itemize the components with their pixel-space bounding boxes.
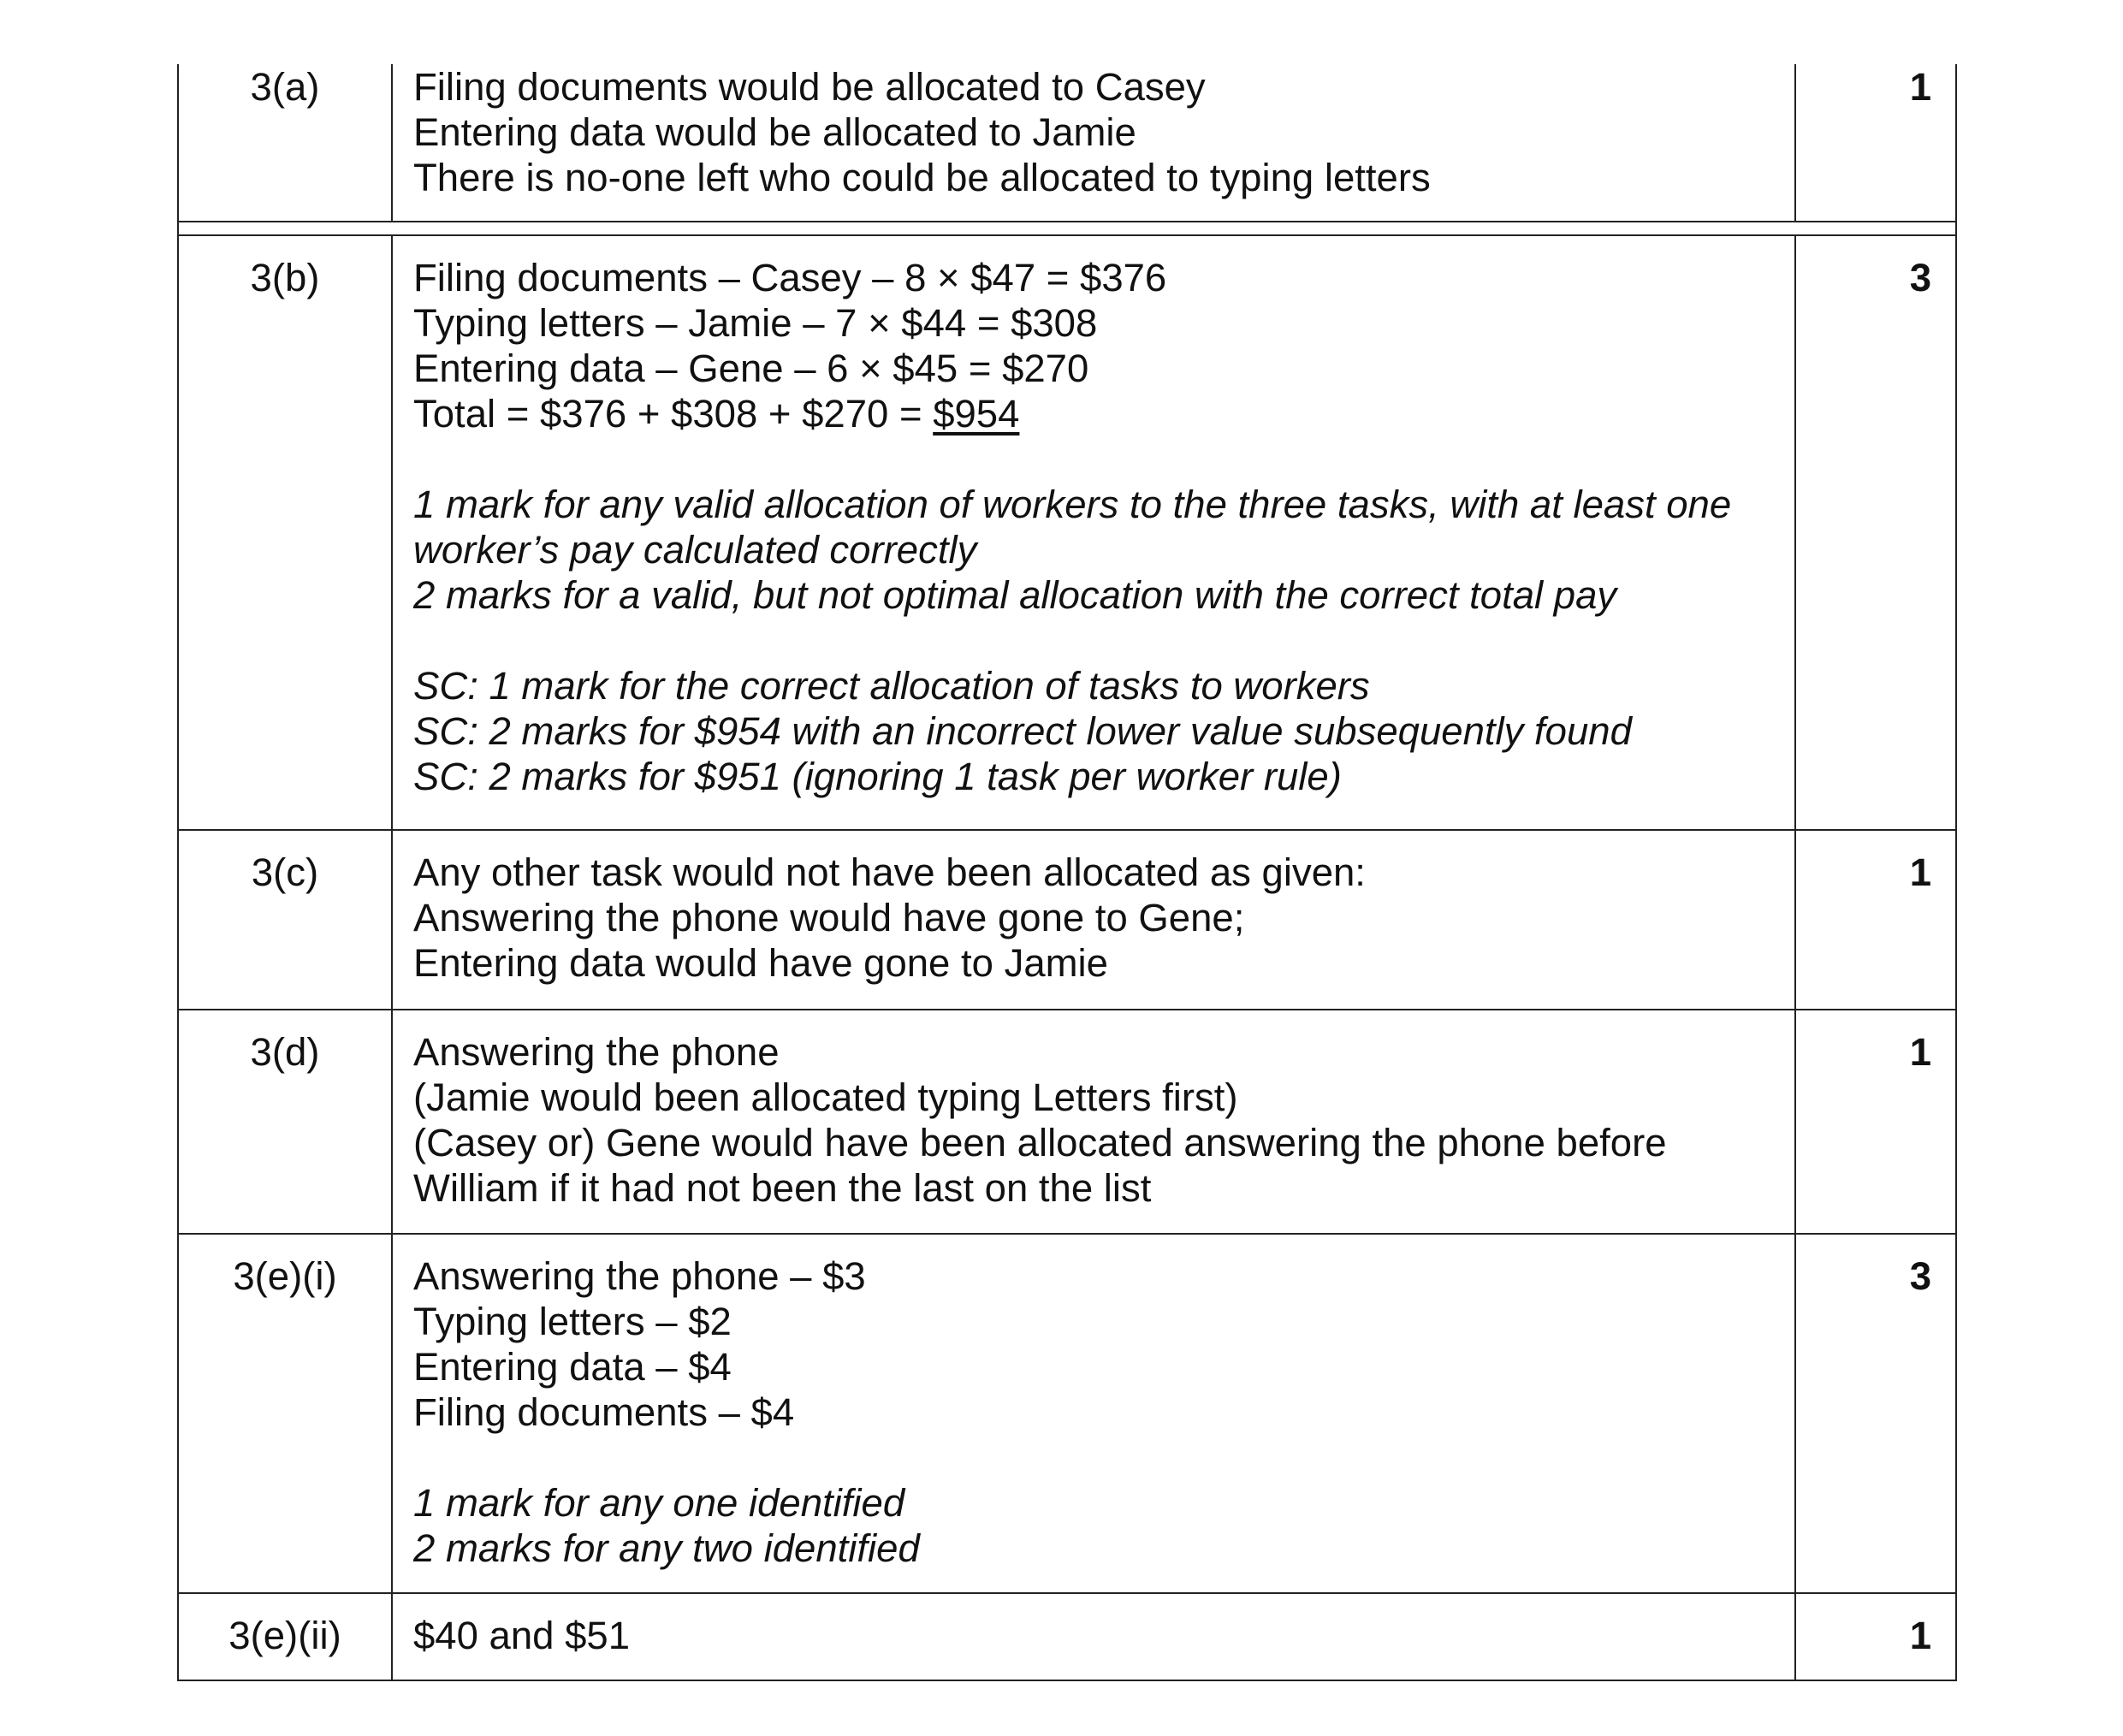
question-number: 3(d): [179, 1010, 393, 1233]
total-value: $954: [933, 392, 1020, 435]
answer-cell: [393, 236, 1796, 829]
marks-value: 3: [1909, 1254, 1931, 1298]
answer-line: Filing documents would be allocated to Casey: [413, 65, 1206, 109]
answer-cell: [393, 1010, 1796, 1233]
answer-cell: [393, 1235, 1796, 1592]
question-number: 3(e)(ii): [179, 1594, 393, 1680]
answer-cell: [393, 64, 1796, 221]
question-number: 3(a): [179, 64, 393, 221]
table-row: [179, 64, 1955, 222]
spacer: [413, 1435, 1777, 1480]
special-case-line: SC: 2 marks for $951 (ignoring 1 task per worker rule): [413, 755, 1342, 798]
answer-line: Answering the phone: [413, 1030, 780, 1074]
marks-value: 1: [1909, 65, 1931, 109]
answer-line: Any other task would not have been allocated as given:: [413, 850, 1366, 894]
special-case-line: SC: 1 mark for the correct allocation of tasks to workers: [413, 664, 1370, 708]
guidance-line: 1 mark for any one identified: [413, 1481, 905, 1525]
answer-line: Answering the phone – $3: [413, 1254, 866, 1298]
calculation-line: Typing letters – Jamie – 7 × $44 = $308: [413, 301, 1098, 345]
marks-value: 1: [1909, 1614, 1931, 1657]
calculation-line: Filing documents – Casey – 8 × $47 = $376: [413, 256, 1167, 299]
question-number: 3(c): [179, 831, 393, 1009]
answer-line: Entering data would have gone to Jamie: [413, 941, 1108, 985]
table-row: [179, 829, 1955, 1009]
guidance-line: 1 mark for any valid allocation of workers to the three tasks, with at least one worker’s pay calculated correctly: [413, 483, 1732, 572]
spacer: [413, 618, 1777, 663]
calculation-line: Entering data – Gene – 6 × $45 = $270: [413, 347, 1089, 390]
special-case-line: SC: 2 marks for $954 with an incorrect lower value subsequently found: [413, 709, 1632, 753]
mark-scheme-table: [177, 64, 1957, 1681]
marks-value: 1: [1909, 850, 1931, 894]
answer-line: Typing letters – $2: [413, 1300, 732, 1343]
answer-line: $40 and $51: [413, 1614, 631, 1657]
answer-line: Filing documents – $4: [413, 1390, 795, 1434]
table-row: [179, 1009, 1955, 1233]
answer-line: There is no-one left who could be allocated to typing letters: [413, 156, 1431, 199]
answer-line: (Casey or) Gene would have been allocated answering the phone before: [413, 1121, 1667, 1164]
question-number: 3(b): [179, 236, 393, 829]
total-prefix: Total = $376 + $308 + $270 =: [413, 392, 934, 435]
table-row: [179, 1592, 1955, 1680]
guidance-line: 2 marks for any two identified: [413, 1526, 920, 1570]
answer-line: (Jamie would been allocated typing Letters first): [413, 1075, 1238, 1119]
total-line: [413, 391, 1777, 436]
answer-cell: [393, 1594, 1796, 1680]
marks-value: 1: [1909, 1030, 1931, 1074]
answer-line: William if it had not been the last on the list: [413, 1166, 1152, 1210]
table-row: [179, 1233, 1955, 1592]
answer-line: Answering the phone would have gone to Gene;: [413, 896, 1245, 939]
marks-value: 3: [1909, 256, 1931, 299]
table-row: [179, 234, 1955, 829]
answer-line: Entering data – $4: [413, 1345, 732, 1389]
guidance-line: 2 marks for a valid, but not optimal allocation with the correct total pay: [413, 573, 1617, 617]
question-number: 3(e)(i): [179, 1235, 393, 1592]
answer-line: Entering data would be allocated to Jamie: [413, 110, 1136, 154]
answer-cell: [393, 831, 1796, 1009]
spacer: [413, 436, 1777, 482]
